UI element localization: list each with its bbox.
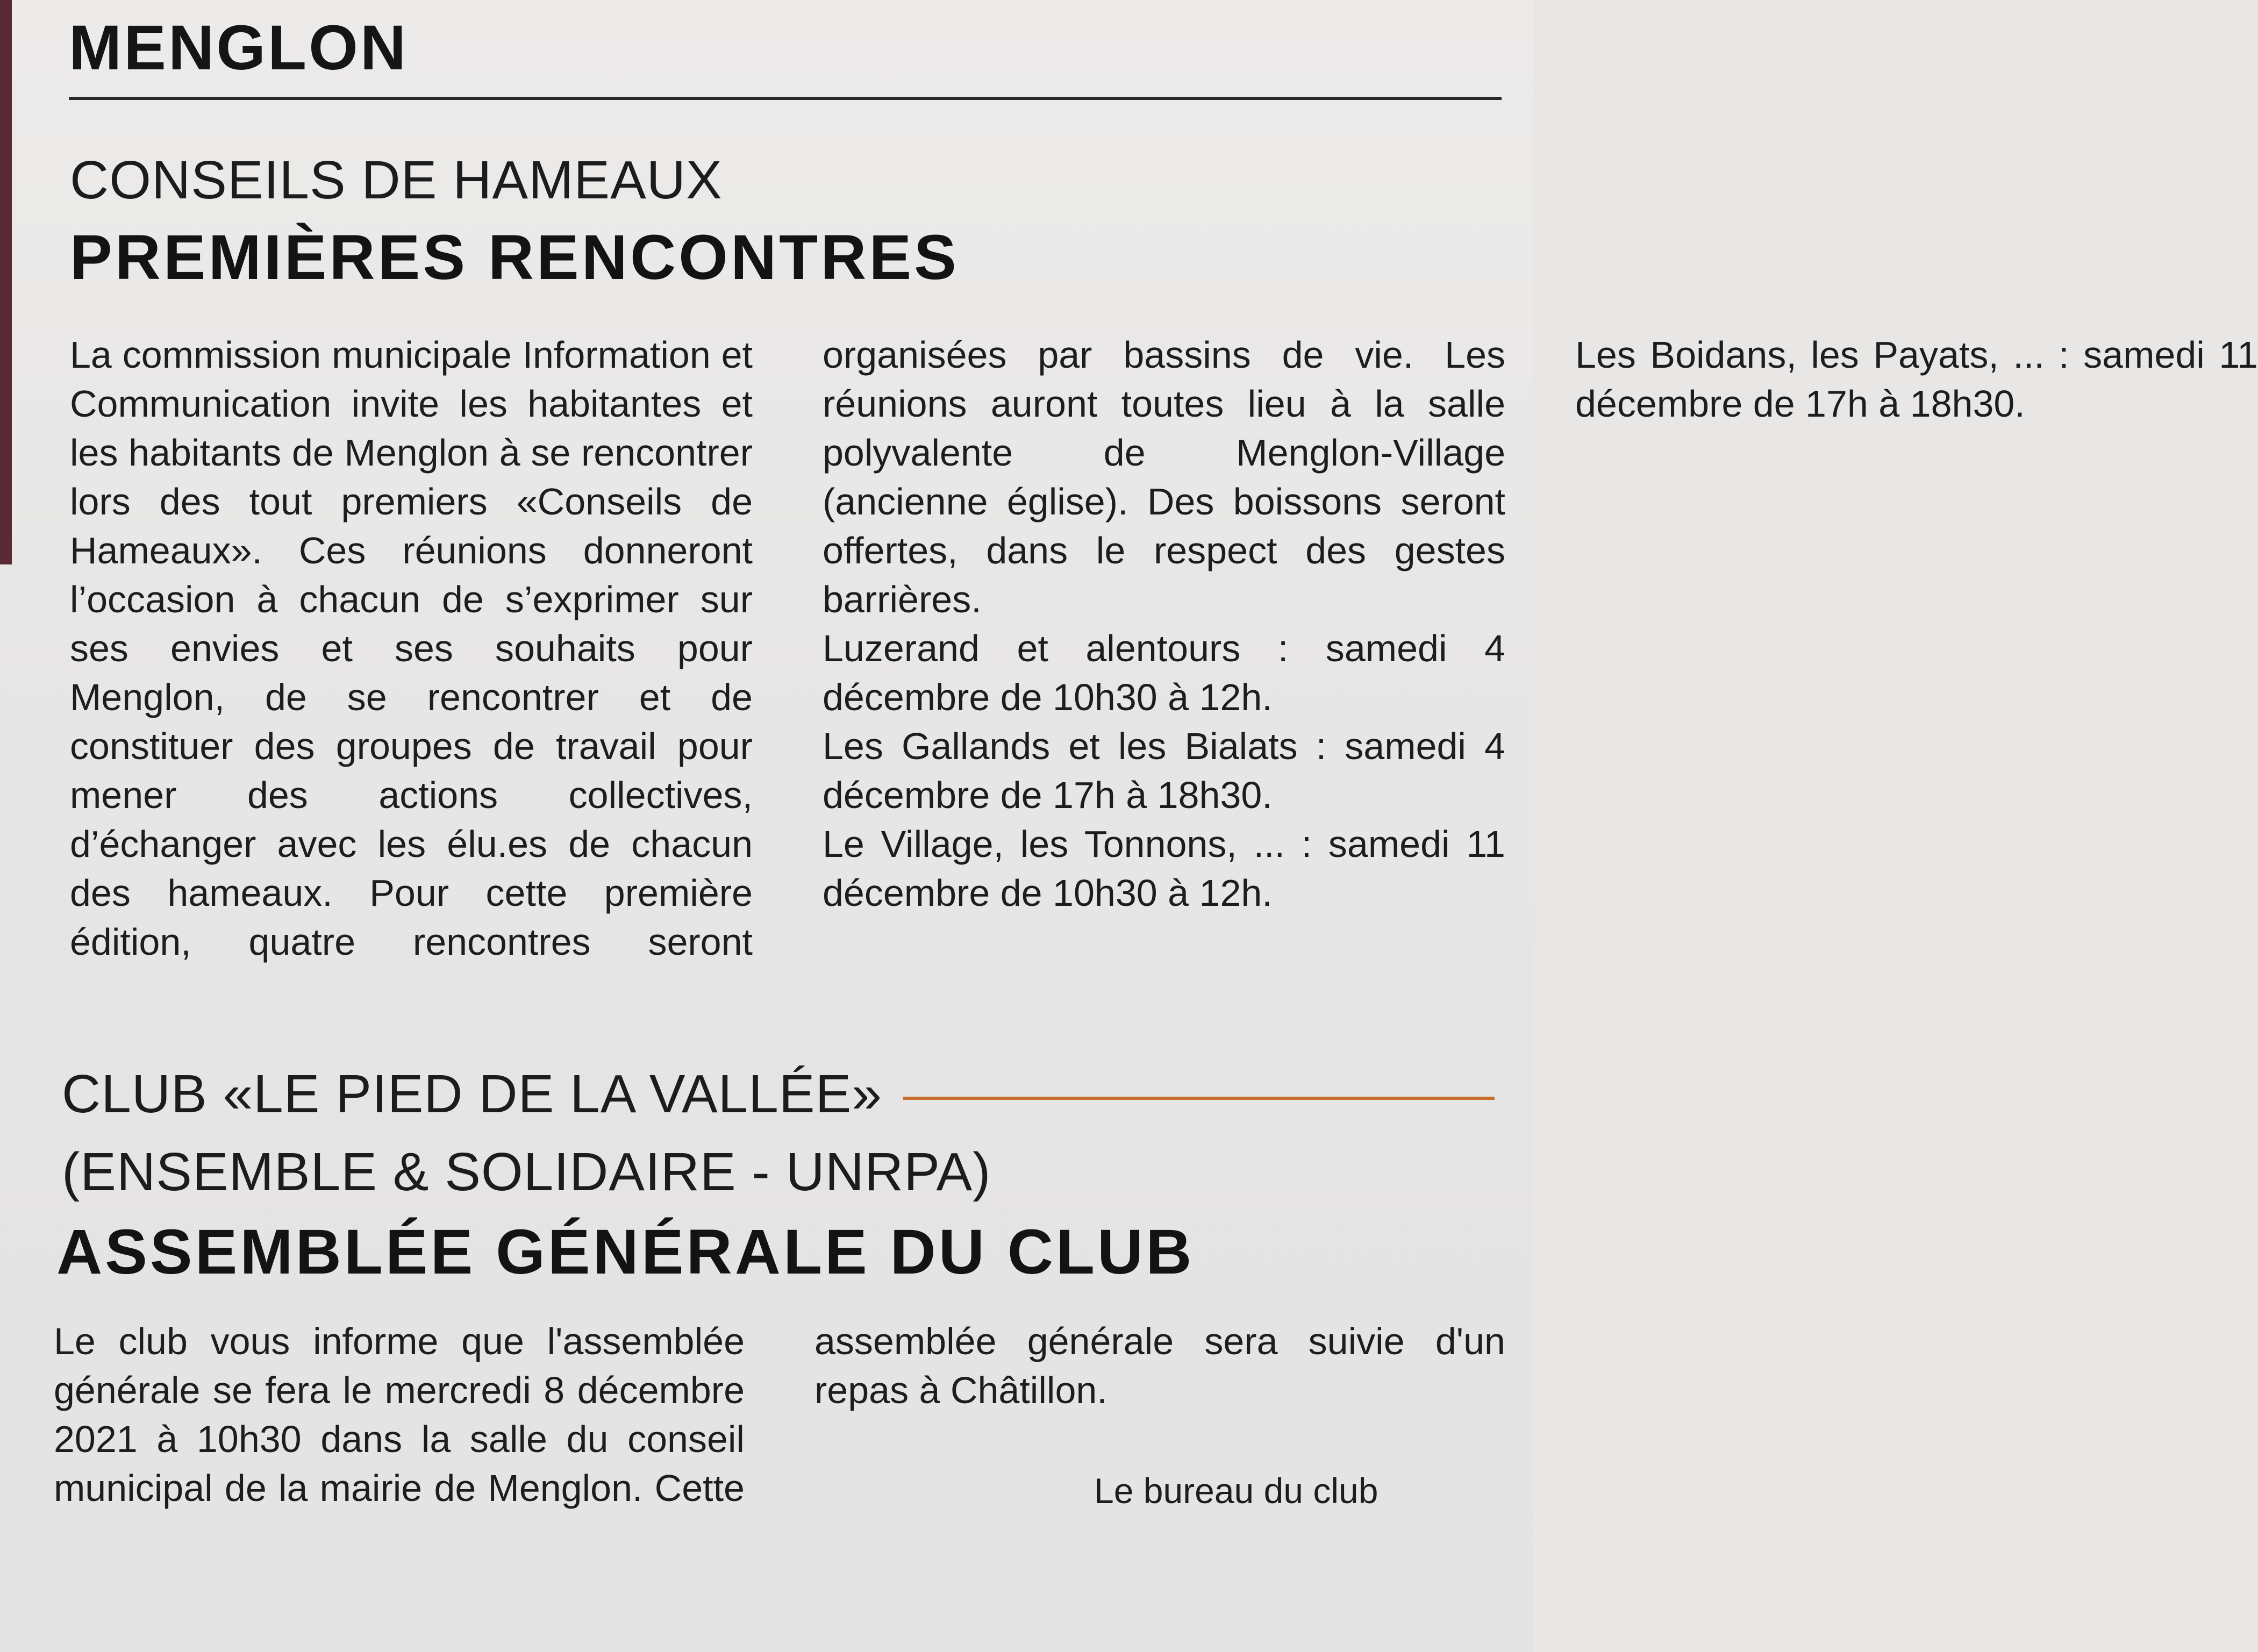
- schedule-item: Luzerand et alentours : samedi 4 décembre de 10h30 à 12h.: [823, 627, 1505, 718]
- section-rule: [69, 97, 1502, 100]
- article2-headline: ASSEMBLÉE GÉNÉRALE DU CLUB: [56, 1217, 1195, 1288]
- article2-kicker-line2: (ENSEMBLE & SOLIDAIRE - UNRPA): [62, 1142, 991, 1202]
- schedule-item: Le Village, les Tonnons, ... : samedi 11 décembre de 10h30 à 12h.: [823, 823, 1505, 914]
- article2-body: Le club vous informe que l'assemblée générale se fera le mercredi 8 décembre 2021 à 10h30 dans la salle du conseil municipal de la mairie de Menglon. Cette assemblée générale sera suivie d'un repas à Châtillon.: [54, 1320, 1505, 1509]
- article1-kicker: CONSEILS DE HAMEAUX: [70, 150, 723, 210]
- article1-intro: La commission municipale Information et Communication invite les habitantes et les habitants de Menglon à se rencontrer lors des tout premiers «Conseils de Hameaux». Ces réunions donneront l’occasion à chacun de s’exprimer sur ses envies et ses souhaits pour Menglon, de se rencontrer et de constituer des groupes de travail pour mener des actions collectives, d’échanger avec les élu.es de chacun des hameaux. Pour cette première édition, quatre rencontres seront organisées par bassins de vie. Les réunions auront toutes lieu à la salle polyvalente de Menglon-Village (ancienne église). Des boissons seront offertes, dans le respect des gestes barrières.: [70, 334, 1505, 963]
- article1-headline: PREMIÈRES RENCONTRES: [70, 222, 959, 293]
- article2-signature: Le bureau du club: [1094, 1471, 1378, 1511]
- article1-columns: [70, 331, 2258, 1003]
- page-edge-decoration: [0, 0, 12, 564]
- article2-kicker-line1: CLUB «LE PIED DE LA VALLÉE»: [62, 1064, 882, 1124]
- schedule-item: Les Gallands et les Bialats : samedi 4 décembre de 17h à 18h30.: [823, 725, 1505, 816]
- schedule-item: Les Boidans, les Payats, ... : samedi 11 décembre de 17h à 18h30.: [1575, 334, 2258, 425]
- kicker-accent-rule: [903, 1097, 1495, 1100]
- section-title: MENGLON: [69, 12, 409, 83]
- article2-columns: [54, 1317, 1505, 1564]
